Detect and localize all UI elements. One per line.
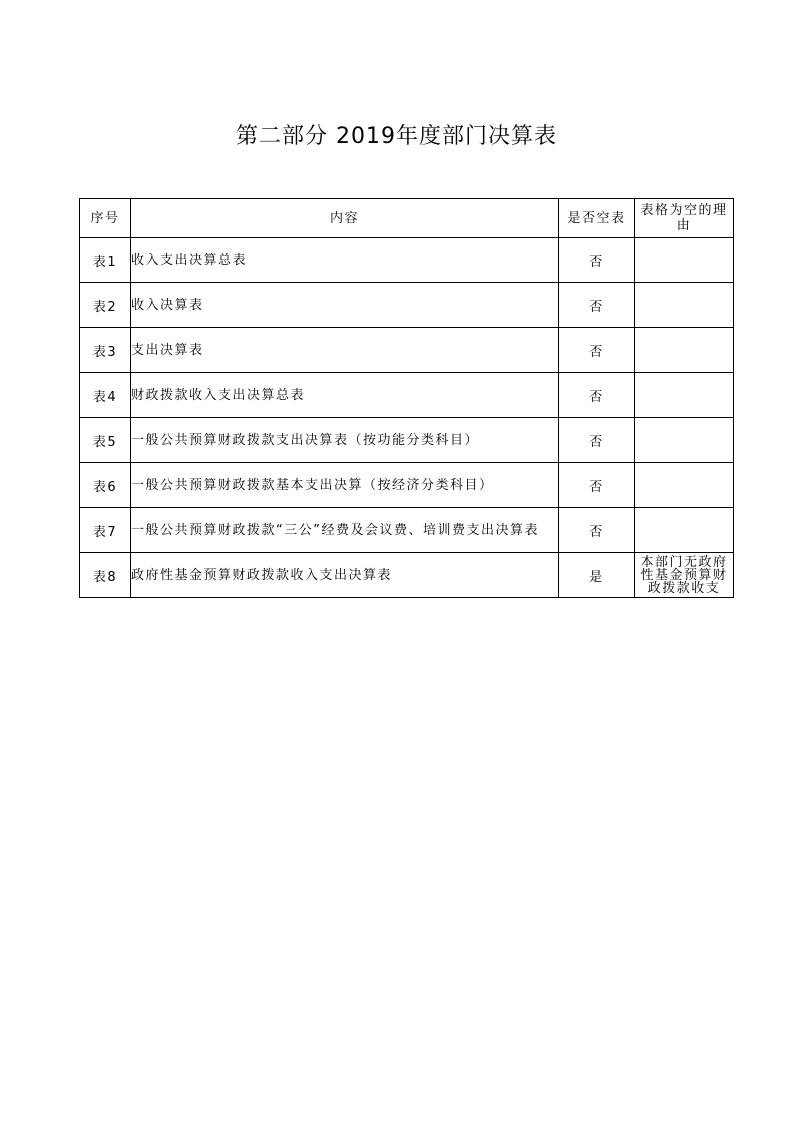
header-reason: 表格为空的理由 (635, 199, 734, 238)
row-content: 支出决算表 (131, 328, 559, 373)
row-is-empty: 否 (559, 328, 635, 373)
table-header-row (80, 199, 734, 238)
row-no: 表8 (80, 553, 131, 598)
table-row (80, 553, 734, 598)
row-no: 表2 (80, 283, 131, 328)
row-is-empty: 是 (559, 553, 635, 598)
row-no: 表7 (80, 508, 131, 553)
table-row (80, 508, 734, 553)
row-reason (635, 508, 734, 553)
row-reason (635, 373, 734, 418)
row-content: 一般公共预算财政拨款支出决算表（按功能分类科目） (131, 418, 559, 463)
row-no: 表4 (80, 373, 131, 418)
table-row (80, 238, 734, 283)
row-content: 一般公共预算财政拨款“三公”经费及会议费、培训费支出决算表 (131, 508, 559, 553)
table-row (80, 328, 734, 373)
row-content: 财政拨款收入支出决算总表 (131, 373, 559, 418)
table-row (80, 418, 734, 463)
header-content: 内容 (131, 199, 559, 238)
row-no: 表5 (80, 418, 131, 463)
row-reason (635, 283, 734, 328)
table-row (80, 463, 734, 508)
row-content: 收入支出决算总表 (131, 238, 559, 283)
row-no: 表1 (80, 238, 131, 283)
table-row (80, 283, 734, 328)
row-content: 一般公共预算财政拨款基本支出决算（按经济分类科目） (131, 463, 559, 508)
row-is-empty: 否 (559, 418, 635, 463)
row-is-empty: 否 (559, 283, 635, 328)
header-is-empty: 是否空表 (559, 199, 635, 238)
page-title: 第二部分 2019年度部门决算表 (236, 124, 557, 149)
row-reason (635, 238, 734, 283)
report-index-table (79, 198, 734, 598)
row-content: 收入决算表 (131, 283, 559, 328)
row-reason (635, 328, 734, 373)
row-is-empty: 否 (559, 508, 635, 553)
row-is-empty: 否 (559, 463, 635, 508)
row-no: 表3 (80, 328, 131, 373)
row-reason (635, 463, 734, 508)
row-no: 表6 (80, 463, 131, 508)
table-row (80, 373, 734, 418)
header-no: 序号 (80, 199, 131, 238)
row-content: 政府性基金预算财政拨款收入支出决算表 (131, 553, 559, 598)
row-is-empty: 否 (559, 238, 635, 283)
row-reason: 本部门无政府性基金预算财政拨款收支 (635, 553, 734, 598)
row-reason (635, 418, 734, 463)
row-is-empty: 否 (559, 373, 635, 418)
